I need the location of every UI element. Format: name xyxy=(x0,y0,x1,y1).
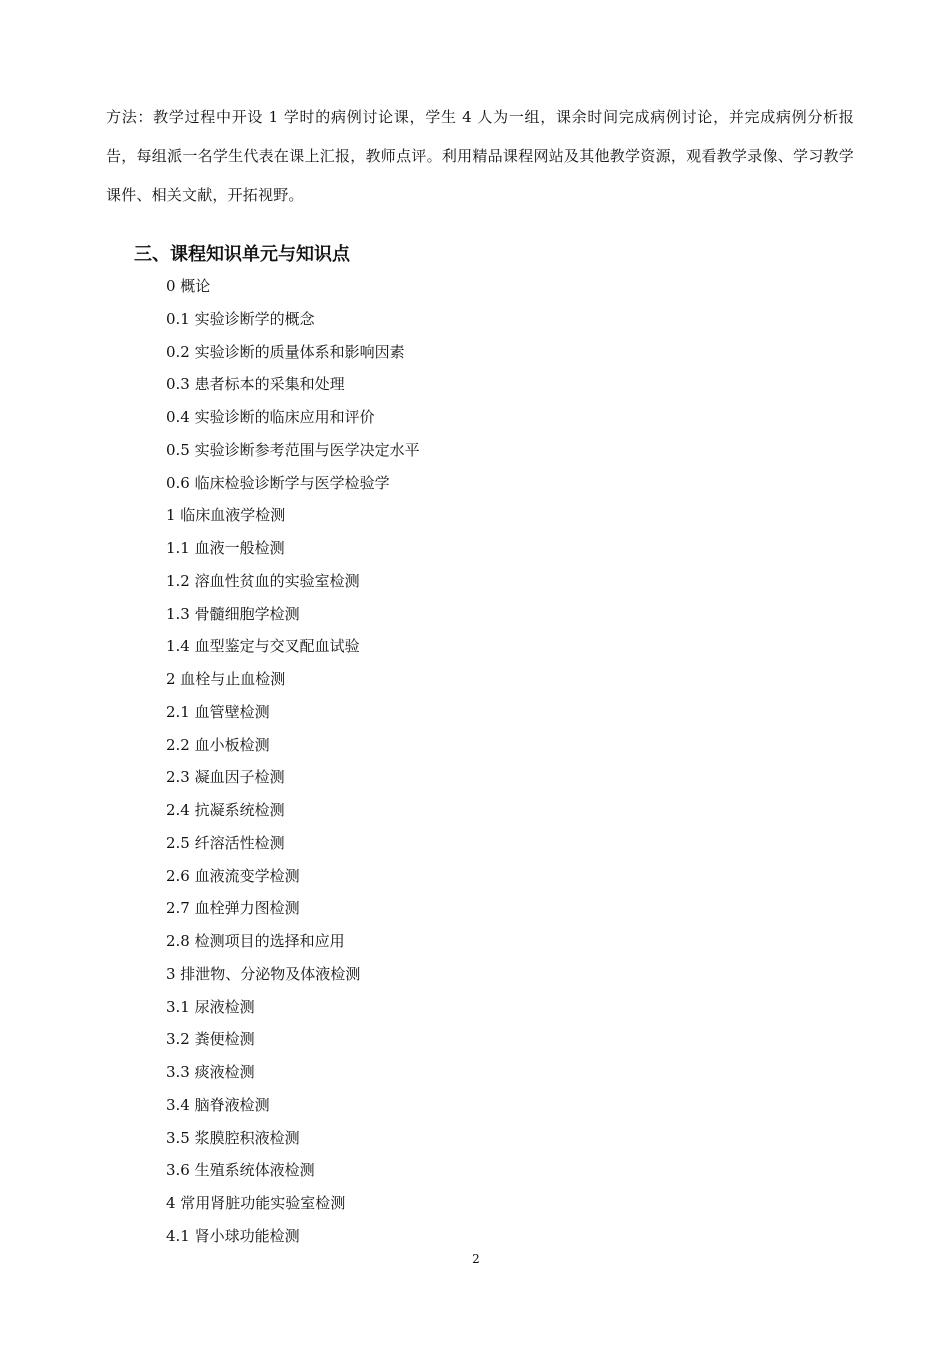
outline-item: 1.1 血液一般检测 xyxy=(166,539,285,557)
outline-item: 0.2 实验诊断的质量体系和影响因素 xyxy=(166,342,405,361)
outline-item: 3.3 痰液检测 xyxy=(166,1063,255,1081)
outline-item: 4 常用肾脏功能实验室检测 xyxy=(166,1194,346,1212)
outline-item: 0.4 实验诊断的临床应用和评价 xyxy=(166,408,375,426)
knowledge-outline xyxy=(166,270,420,1253)
outline-item: 2.2 血小板检测 xyxy=(166,735,270,754)
outline-item: 2.8 检测项目的选择和应用 xyxy=(166,932,345,950)
outline-item: 0 概论 xyxy=(166,277,211,295)
outline-item: 1.4 血型鉴定与交叉配血试验 xyxy=(166,637,360,656)
outline-item: 2.7 血栓弹力图检测 xyxy=(166,899,300,918)
outline-item: 0.3 患者标本的采集和处理 xyxy=(166,375,345,394)
section-heading: 三、课程知识单元与知识点 xyxy=(134,244,350,265)
outline-item: 2.1 血管壁检测 xyxy=(166,702,270,721)
page-number: 2 xyxy=(472,1252,480,1266)
outline-item: 3.4 脑脊液检测 xyxy=(166,1095,270,1114)
outline-item: 3 排泄物、分泌物及体液检测 xyxy=(166,964,361,983)
outline-item: 2 血栓与止血检测 xyxy=(166,670,286,688)
method-paragraph: 方法：教学过程中开设 1 学时的病例讨论课，学生 4 人为一组，课余时间完成病例讨论，并完成病例分析报告，每组派一名学生代表在课上汇报，教师点评。利用精品课程网站及其他教学资源，观看教学录像、学习教学课件、相关文献，开拓视野。 xyxy=(106,108,854,204)
outline-item: 2.3 凝血因子检测 xyxy=(166,768,285,787)
outline-item: 2.4 抗凝系统检测 xyxy=(166,801,285,819)
outline-item: 4.1 肾小球功能检测 xyxy=(166,1226,300,1245)
outline-item: 2.5 纤溶活性检测 xyxy=(166,833,285,852)
outline-item: 3.5 浆膜腔积液检测 xyxy=(166,1128,300,1147)
outline-item: 3.6 生殖系统体液检测 xyxy=(166,1161,315,1180)
outline-item: 1.2 溶血性贫血的实验室检测 xyxy=(166,571,360,590)
outline-item: 3.2 粪便检测 xyxy=(166,1030,255,1049)
outline-item: 0.6 临床检验诊断学与医学检验学 xyxy=(166,473,390,492)
outline-item: 3.1 尿液检测 xyxy=(166,997,255,1016)
outline-item: 2.6 血液流变学检测 xyxy=(166,866,300,885)
outline-item: 1.3 骨髓细胞学检测 xyxy=(166,604,300,623)
outline-item: 0.5 实验诊断参考范围与医学决定水平 xyxy=(166,440,420,459)
outline-item: 0.1 实验诊断学的概念 xyxy=(166,309,315,328)
outline-item: 1 临床血液学检测 xyxy=(166,506,286,525)
